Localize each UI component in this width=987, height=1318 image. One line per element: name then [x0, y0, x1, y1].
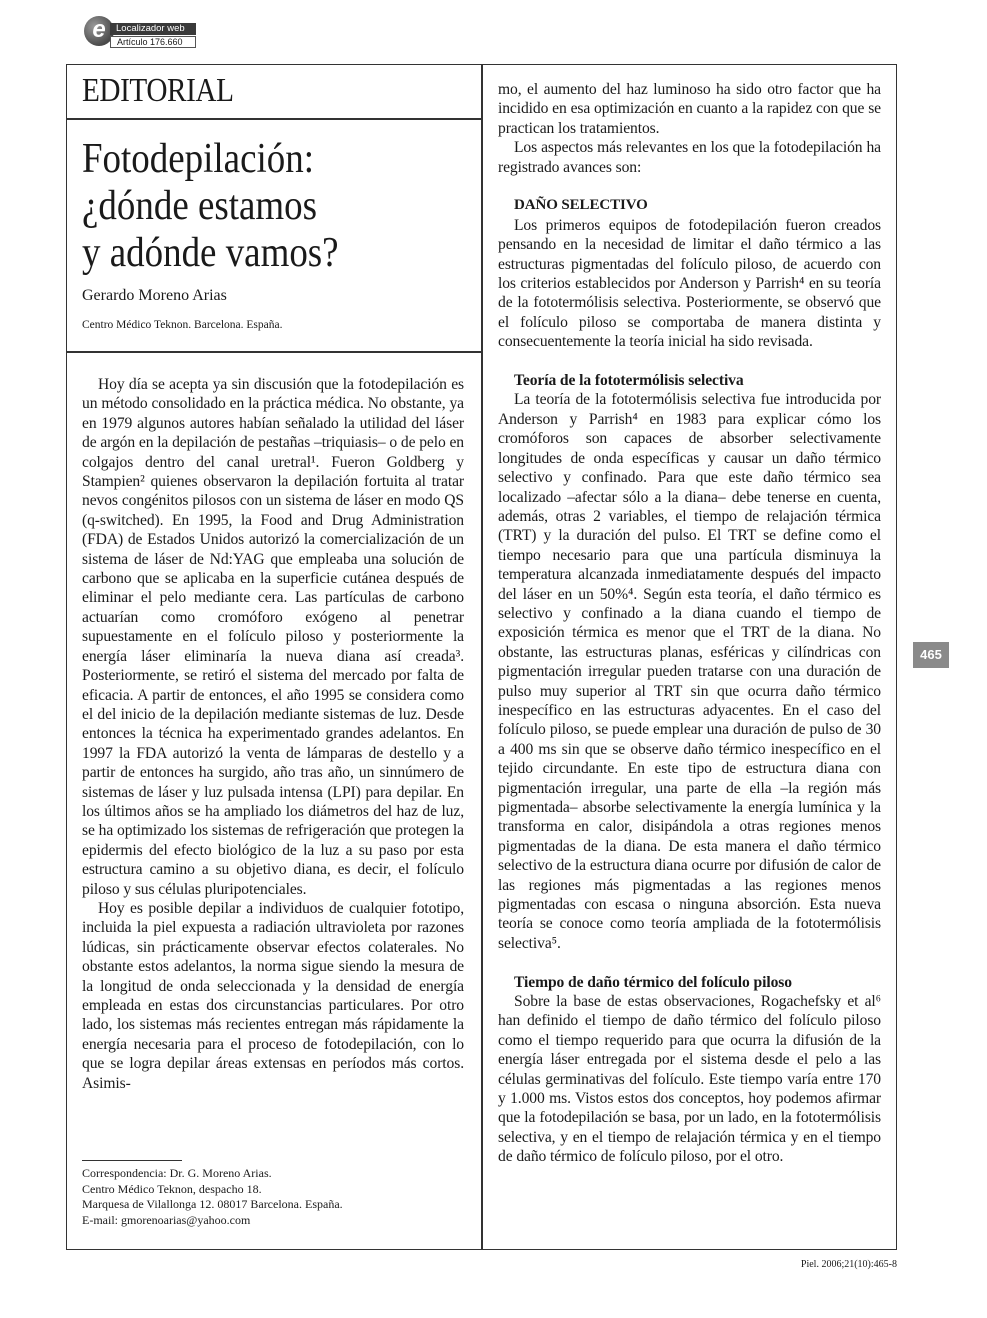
- page-number-tab: 465: [913, 642, 949, 668]
- footnote-rule: [82, 1160, 182, 1161]
- article-number: Artículo 176.660: [110, 36, 196, 48]
- e-logo-icon: e: [84, 16, 114, 46]
- correspondence-email: E-mail: gmorenoarias@yahoo.com: [82, 1212, 251, 1227]
- body-paragraph: Hoy día se acepta ya sin discusión que la fotodepilación es un método consolidado en la práctica médica. No obstante, ya en 1979 algunos autores habían señalado la utilidad del láser de argón en la depilación de pestañas –triquiasis– o de pelo en colgajos dentro del canal uretral¹. Fueron Goldberg y Stampien² quienes observaron la depilación fortuita al tratar nevos congénitos pilosos con un sistema de láser en modo QS (q-switched). En 1995, la Food and Drug Administration (FDA) de Estados Unidos autorizó la comercialización de un sistema de láser de Nd:YAG que empleaba una solución de carbono que se aplicaba en la superficie cutánea después de eliminar el pelo mediante cera. Las partículas de carbono actuarían como cromóforo exógeno al penetrar supuestamente en el folículo piloso y posteriormente la energía láser eliminaría la nueva diana así creada³. Posteriormente, se retiró el sistema del mercado por falta de eficacia. A partir de entonces, el año 1995 se considera como el del inicio de la depilación mediante sistemas de luz. Desde entonces la técnica ha experimentado grandes adelantos. En 1997 la FDA autorizó la venta de lámparas de destello y a partir de entonces ha surgido, año tras año, un sinnúmero de sistemas de láser y luz pulsada intensa (LPI) para depilar. En los últimos años se ha ampliado los diámetros del haz de luz, se ha optimizado los sistemas de refrigeración que protegen la epidermis del efecto biológico de la luz a su paso por esta estructura camino a su objetivo diana, es decir, el folículo piloso y sus células pluripotenciales.: [82, 376, 464, 898]
- body-paragraph: Los primeros equipos de fotodepilación fueron creados pensando en la necesidad de limitar el daño térmico a las estructuras pigmentadas del folículo piloso, de acuerdo con los criterios establecidos por Anderson y Parrish⁴ en su teoría de la fototermólisis selectiva. Posteriormente, se observó que el folículo piloso se comportaba de manera distinta y consecuentemente la teoría inicial ha sido revisada.: [498, 216, 881, 351]
- column-divider: [481, 64, 483, 1250]
- section-heading: DAÑO SELECTIVO: [514, 197, 648, 214]
- author-affiliation: Centro Médico Teknon. Barcelona. España.: [82, 319, 283, 331]
- title-line: Fotodepilación:: [82, 136, 315, 182]
- body-paragraph: Hoy es posible depilar a individuos de cualquier fototipo, incluida la piel expuesta a radiación ultravioleta por razones lúdicas, sin prácticamente observar efectos colaterales. No obstante estos adelantos, la norma sigue siendo la mesura de la longitud de onda seleccionada y la densidad de energía empleada en estas dos circunstancias particulares. Por otro lado, los sistemas más recientes entregan más rápidamente la energía necesaria para el proceso de fotodepilación, con lo que se logra depilar áreas extensas en períodos más cortos. Asimis-: [82, 899, 464, 1092]
- title-block-divider: [66, 351, 482, 353]
- web-locator-label: Localizador web: [110, 23, 196, 35]
- body-paragraph: Sobre la base de estas observaciones, Rogachefsky et al⁶ han definido el tiempo de daño térmico del folículo piloso como el tiempo requerido para que ocurra la difusión de la energía láser entregada por el sistema desde el pelo a las células germinativas del folículo. Este tiempo varía entre 170 y 1.000 ms. Vistos estos dos conceptos, hoy podemos afirmar que la fotodepilación se basa, por un lado, en la fototermólisis selectiva, y en el tiempo de relajación térmica y en el tiempo de daño térmico de folículo piloso, por el otro.: [498, 993, 881, 1166]
- web-locator-badge: [84, 14, 198, 50]
- body-paragraph: La teoría de la fototermólisis selectiva fue introducida por Anderson y Parrish⁴ en 1983 para explicar cómo los cromóforos son capaces de absorber selectivamente longitudes de onda específicas y causar un daño térmico selectivo y confinado. Para que este daño térmico sea localizado –afectar sólo a la diana– debe tenerse en cuenta, además, otras 2 variables, el tiempo de relajación térmica (TRT) y la duración del pulso. El TRT se define como el tiempo necesario para que una partícula disminuya la temperatura alcanzada inmediatamente después del impacto del láser en un 50%⁴. Según esta teoría, el daño térmico es selectivo y confinado a la diana cuando el tiempo de exposición térmica es menor que el TRT de la diana. No obstante, las estructuras planas, esféricas y cilíndricas con pigmentación irregular pueden tratarse con una duración de pulso muy superior al TRT sin que ocurra daño térmico inespecífico en las estructuras adyacentes. En el caso del folículo piloso, se puede emplear una duración de pulso de 30 a 400 ms sin que se observe daño térmico inespecífico en el tejido circundante. En este tipo de estructura diana con pigmentación irregular, una parte de ella –la región más pigmentada– absorbe selectivamente la energía lumínica y la transforma en calor, disipándola a otras regiones menos pigmentadas de la diana. De esta manera el daño térmico selectivo de la estructura diana ocurre por difusión de calor de las regiones más pigmentadas a las regiones menos pigmentadas con escasa o ninguna absorción. Esta nueva teoría se conoce como teoría ampliada de la fototermólisis selectiva⁵.: [498, 391, 881, 952]
- section-label: EDITORIAL: [82, 72, 234, 109]
- correspondence-line: Correspondencia: Dr. G. Moreno Arias.: [82, 1166, 272, 1180]
- title-line: ¿dónde estamos: [82, 183, 318, 229]
- article-title: [82, 136, 339, 277]
- correspondence-line: Centro Médico Teknon, despacho 18.: [82, 1181, 262, 1196]
- header-divider: [66, 118, 482, 120]
- body-paragraph: Los aspectos más relevantes en los que la fotodepilación ha registrado avances son:: [498, 139, 881, 176]
- author-name: Gerardo Moreno Arias: [82, 287, 227, 304]
- left-column: [82, 375, 464, 1093]
- journal-citation: Piel. 2006;21(10):465-8: [800, 1259, 897, 1270]
- correspondence-line: Marquesa de Vilallonga 12. 08017 Barcelona. España.: [82, 1197, 343, 1212]
- title-line: y adónde vamos?: [82, 230, 339, 276]
- subsection-heading: Tiempo de daño térmico del folículo piloso: [514, 973, 792, 991]
- subsection-heading: Teoría de la fototermólisis selectiva: [514, 372, 744, 390]
- correspondence-block: [82, 1166, 343, 1228]
- body-paragraph: mo, el aumento del haz luminoso ha sido otro factor que ha incidido en esa optimización en cuanto a la rapidez con que se practican los tratamientos.: [498, 81, 881, 137]
- right-column: [498, 80, 881, 1167]
